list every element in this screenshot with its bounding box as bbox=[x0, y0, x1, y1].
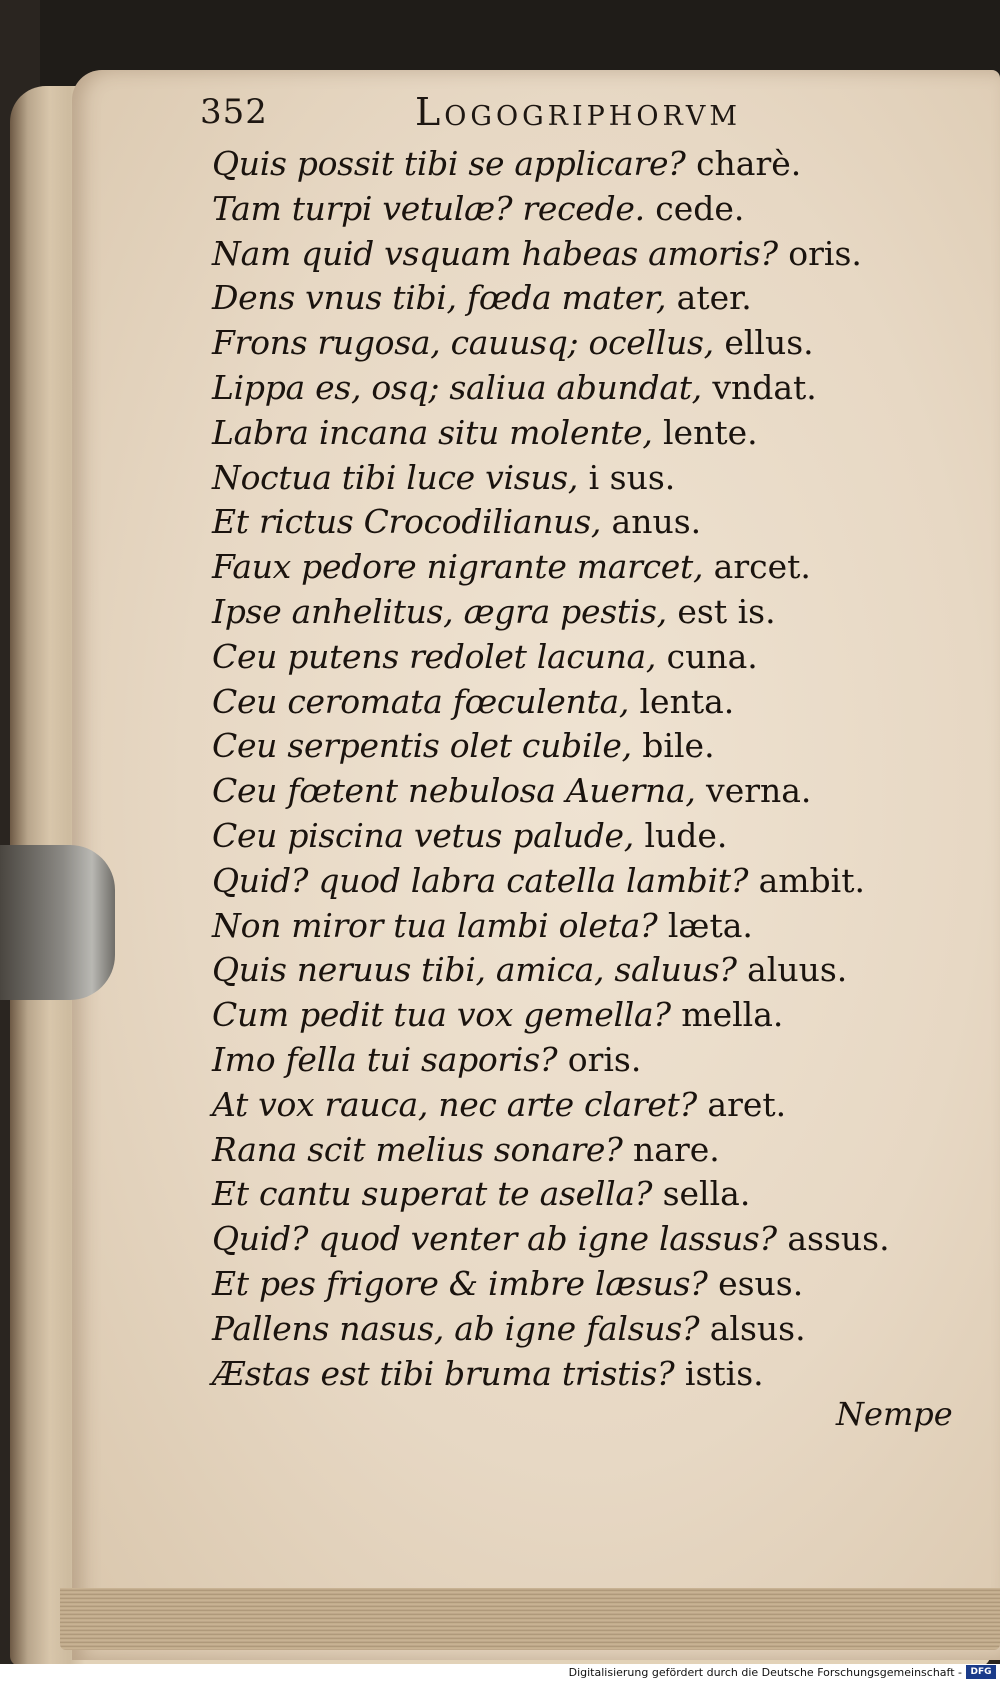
rhyme-word: vndat. bbox=[701, 367, 817, 407]
verse-text: At vox rauca, nec arte claret? bbox=[212, 1084, 697, 1124]
digitization-credit: Digitalisierung gefördert durch die Deutsche Forschungsgemeinschaft - bbox=[568, 1666, 962, 1679]
rhyme-word: verna. bbox=[695, 771, 812, 811]
verse-text: Dens vnus tibi, fœda mater, bbox=[212, 278, 667, 318]
verse-text: Et cantu superat te asella? bbox=[212, 1174, 653, 1214]
rhyme-word: lente. bbox=[652, 412, 758, 452]
rhyme-word: istis. bbox=[674, 1353, 764, 1393]
verse-text: Ceu fœtent nebulosa Auerna, bbox=[212, 771, 696, 811]
verse-text: Æstas est tibi bruma tristis? bbox=[212, 1353, 675, 1393]
verse-text: Ceu putens redolet lacuna, bbox=[212, 636, 657, 676]
rhyme-word: ambit. bbox=[748, 860, 865, 900]
verse-line bbox=[212, 1307, 952, 1352]
verse-text: Rana scit melius sonare? bbox=[212, 1129, 623, 1169]
verse-text: Quis neruus tibi, amica, saluus? bbox=[212, 950, 737, 990]
rhyme-word: arcet. bbox=[703, 547, 811, 587]
rhyme-word: læta. bbox=[657, 905, 753, 945]
verse-line bbox=[212, 1083, 952, 1128]
verse-line bbox=[212, 904, 952, 949]
rhyme-word: lude. bbox=[633, 815, 728, 855]
verse-line bbox=[212, 321, 952, 366]
page-header bbox=[200, 86, 800, 146]
rhyme-word: ater. bbox=[666, 278, 752, 318]
verse-text: Ceu serpentis olet cubile, bbox=[212, 726, 632, 766]
verse-line bbox=[212, 545, 952, 590]
rhyme-word: i sus. bbox=[578, 457, 676, 497]
verse-line bbox=[212, 232, 952, 277]
verse-text: Non miror tua lambi oleta? bbox=[212, 905, 658, 945]
verse-text: Frons rugosa, cauusq; ocellus, bbox=[212, 323, 714, 363]
verse-text: Nam quid vsquam habeas amoris? bbox=[212, 233, 778, 273]
verse-text: Pallens nasus, ab igne falsus? bbox=[212, 1308, 700, 1348]
verse-line bbox=[212, 1217, 952, 1262]
verse-line bbox=[212, 187, 952, 232]
verse-line bbox=[212, 500, 952, 545]
verse-line bbox=[212, 1172, 952, 1217]
running-title: Logogriphorvm bbox=[415, 90, 741, 134]
verse-text: Quis possit tibi se applicare? bbox=[212, 144, 686, 183]
rhyme-word: sella. bbox=[652, 1174, 751, 1214]
verse-line bbox=[212, 411, 952, 456]
rhyme-word: bile. bbox=[631, 726, 715, 766]
verse-line bbox=[212, 142, 952, 187]
verse-text: Imo fella tui saporis? bbox=[212, 1039, 558, 1079]
rhyme-word: assus. bbox=[776, 1219, 890, 1259]
verse-text: Quid? quod venter ab igne lassus? bbox=[212, 1219, 777, 1259]
verse-line bbox=[212, 366, 952, 411]
rhyme-word: oris. bbox=[777, 233, 862, 273]
verse-text: Ceu piscina vetus palude, bbox=[212, 815, 634, 855]
rhyme-word: alsus. bbox=[699, 1308, 806, 1348]
verse-line bbox=[212, 1128, 952, 1173]
verse-line bbox=[212, 769, 952, 814]
rhyme-word: aret. bbox=[696, 1084, 787, 1124]
page-number: 352 bbox=[200, 92, 268, 132]
verse-text: Et pes frigore & imbre læsus? bbox=[212, 1263, 708, 1303]
verse-text: Ipse anhelitus, ægra pestis, bbox=[212, 591, 667, 631]
verse-line bbox=[212, 948, 952, 993]
verse-text: Tam turpi vetulæ? recede. bbox=[212, 188, 645, 228]
dfg-logo: DFG bbox=[966, 1665, 996, 1679]
rhyme-word: ellus. bbox=[713, 323, 814, 363]
verse-line bbox=[212, 456, 952, 501]
verse-text: Et rictus Crocodilianus, bbox=[212, 502, 602, 542]
verse-list bbox=[212, 142, 952, 1396]
verse-line bbox=[212, 1038, 952, 1083]
rhyme-word: oris. bbox=[557, 1039, 642, 1079]
verse-line bbox=[212, 680, 952, 725]
rhyme-word: esus. bbox=[707, 1263, 804, 1303]
metal-clasp bbox=[0, 845, 115, 1000]
rhyme-word: aluus. bbox=[736, 950, 848, 990]
verse-line bbox=[212, 859, 952, 904]
verse-text: Faux pedore nigrante marcet, bbox=[212, 547, 704, 587]
rhyme-word: anus. bbox=[601, 502, 702, 542]
rhyme-word: lenta. bbox=[629, 681, 735, 721]
catchword: Nempe bbox=[836, 1395, 953, 1433]
rhyme-word: est is. bbox=[666, 591, 776, 631]
rhyme-word: cuna. bbox=[656, 636, 758, 676]
verse-text: Ceu ceromata fœculenta, bbox=[212, 681, 630, 721]
verse-text: Labra incana situ molente, bbox=[212, 412, 653, 452]
rhyme-word: charè. bbox=[685, 144, 802, 183]
verse-line bbox=[212, 1262, 952, 1307]
rhyme-word: cede. bbox=[644, 188, 745, 228]
verse-line bbox=[212, 635, 952, 680]
verse-line bbox=[212, 724, 952, 769]
verse-line bbox=[212, 993, 952, 1038]
verse-line bbox=[212, 1352, 952, 1397]
verse-line bbox=[212, 814, 952, 859]
rhyme-word: mella. bbox=[670, 995, 784, 1035]
verse-text: Lippa es, osq; saliua abundat, bbox=[212, 367, 702, 407]
verse-line bbox=[212, 590, 952, 635]
rhyme-word: nare. bbox=[622, 1129, 720, 1169]
verse-text: Noctua tibi luce visus, bbox=[212, 457, 579, 497]
page-edges bbox=[60, 1588, 1000, 1650]
verse-line bbox=[212, 276, 952, 321]
verse-text: Quid? quod labra catella lambit? bbox=[212, 860, 749, 900]
verse-text: Cum pedit tua vox gemella? bbox=[212, 995, 671, 1035]
